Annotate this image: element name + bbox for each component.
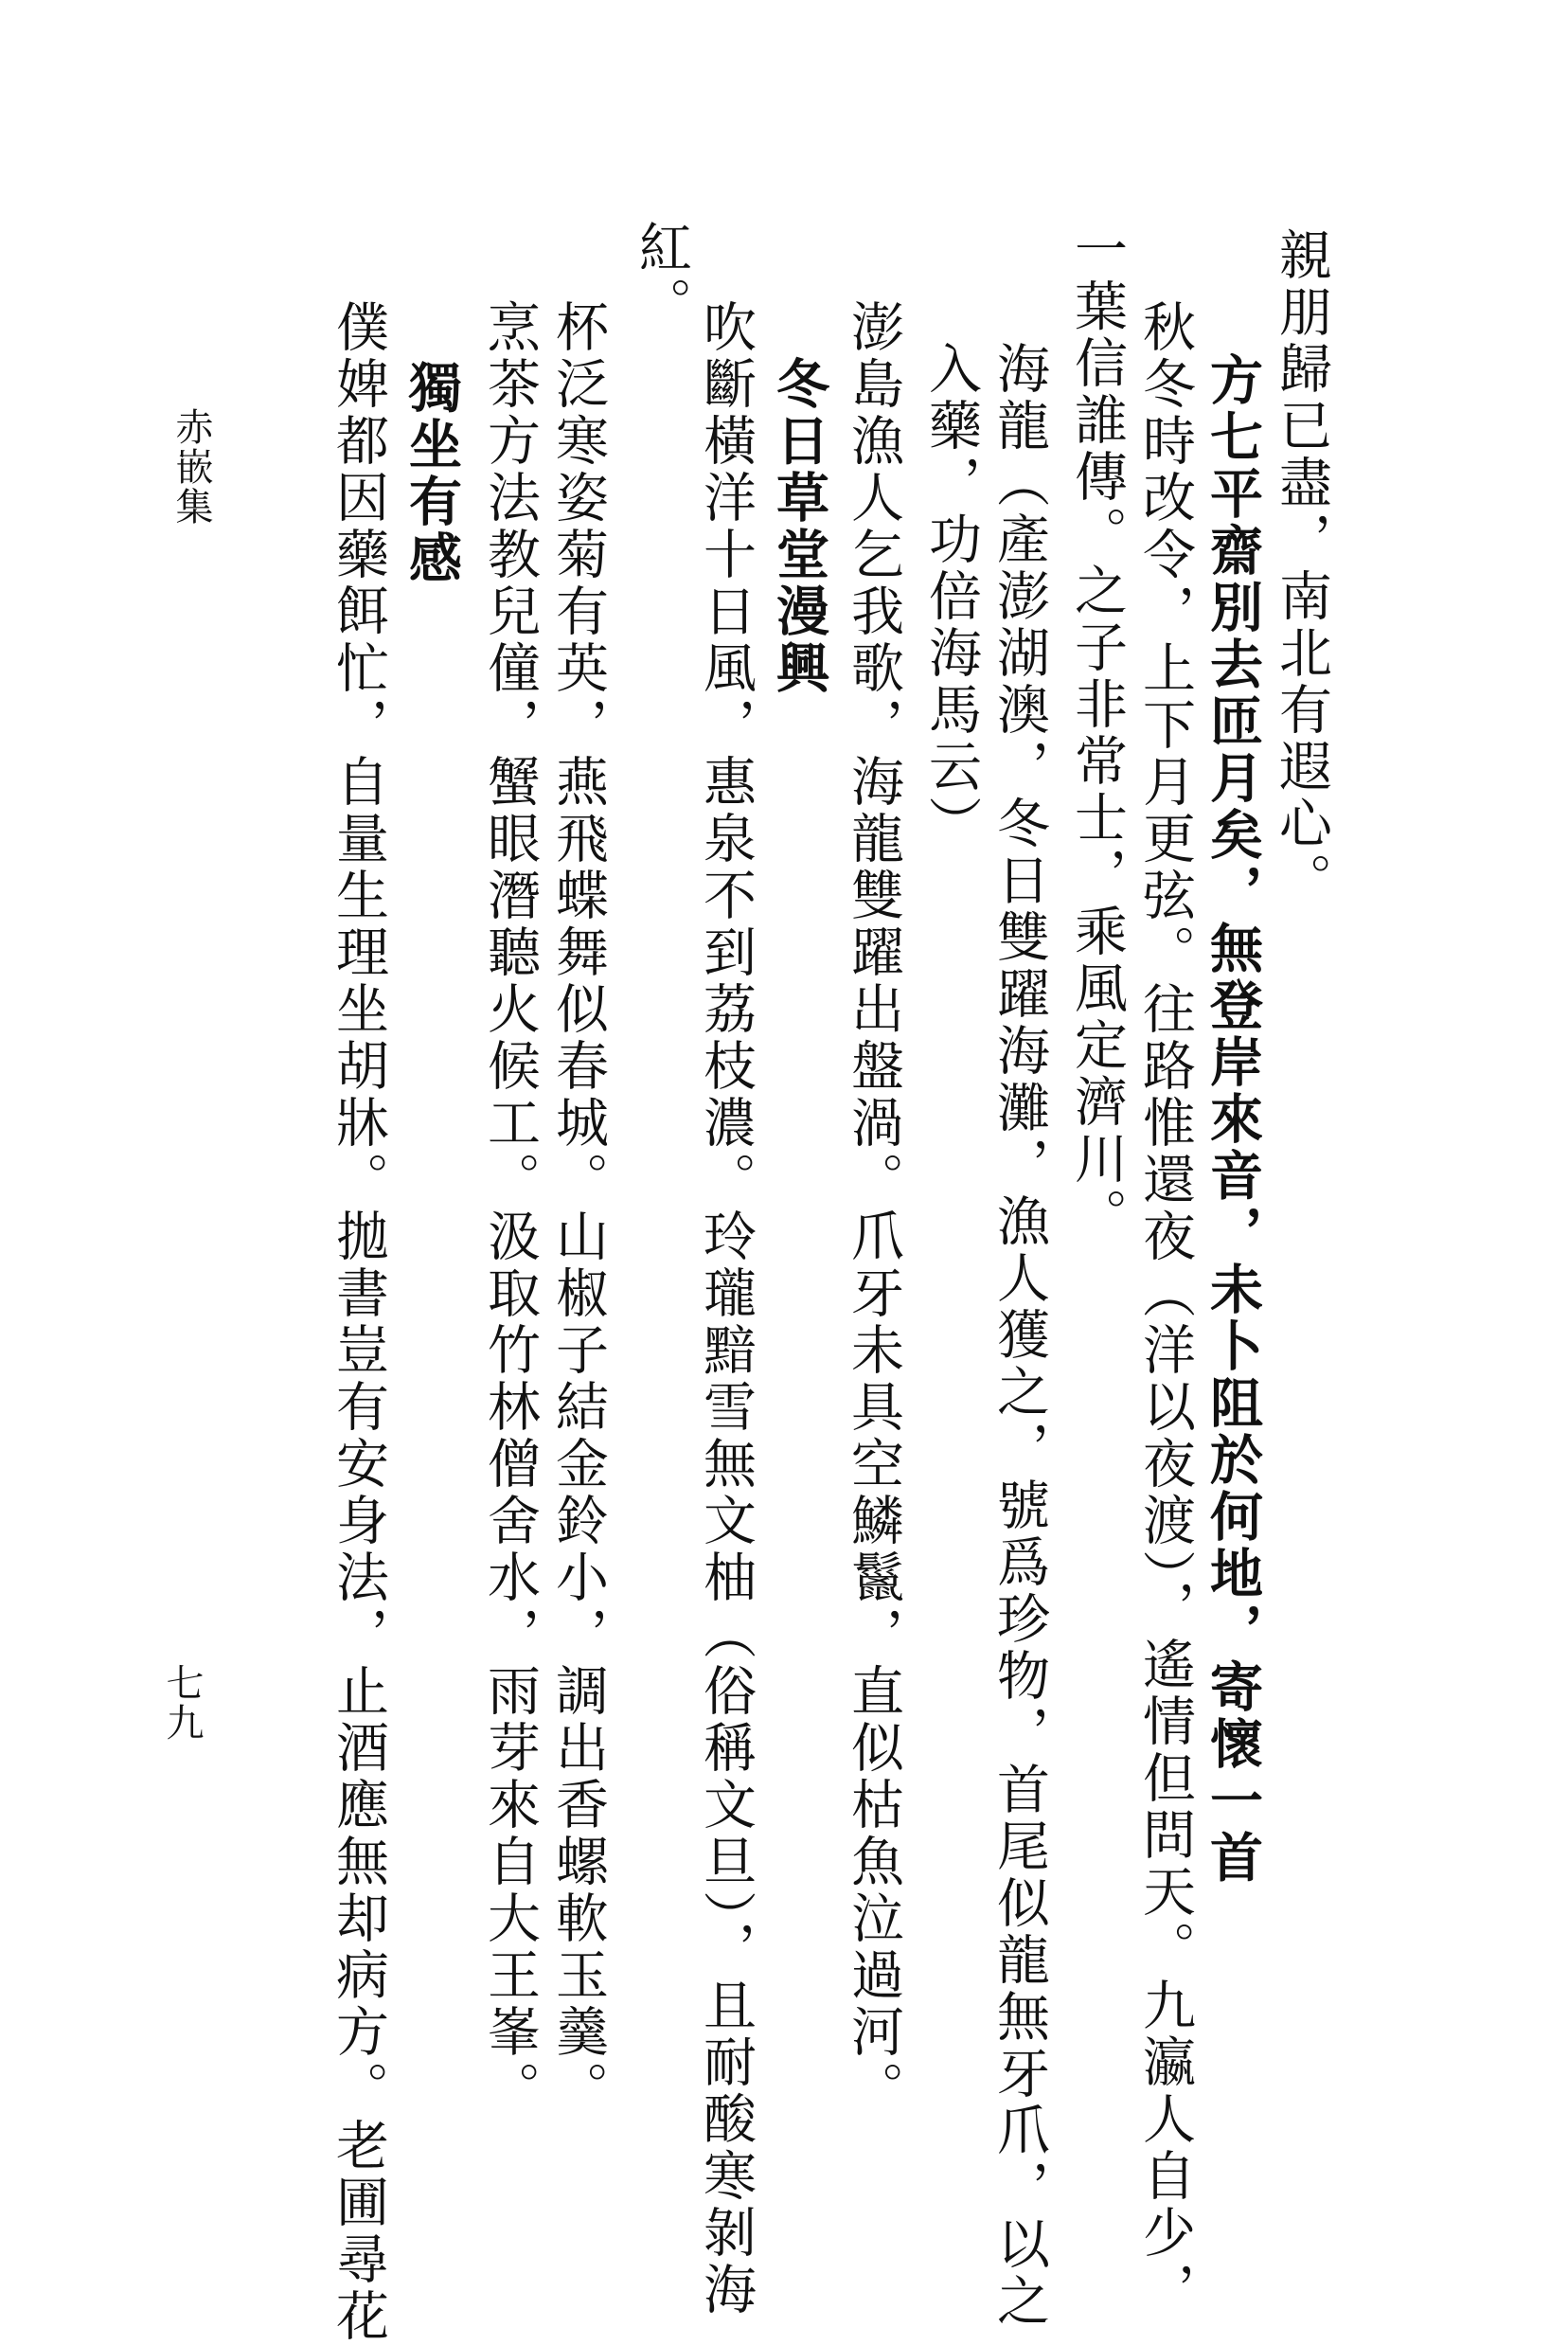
text-column-4: 一葉信誰傳。之子非常士，乘風定濟川。 xyxy=(1066,222,1128,1244)
page-number: 七九 xyxy=(160,1663,204,1743)
poem-title-duzuo-yougan: 獨坐有感 xyxy=(401,360,463,587)
text-column-12: 烹茶方法教兒僮，蟹眼潛聽火候工。汲取竹林僧舍水，雨芽來自大王峯。 xyxy=(479,299,541,2118)
text-column-9: 吹斷橫洋十日風，惠泉不到荔枝濃。玲瓏黯雪無文柚（俗稱文旦），且耐酸寒剝海 xyxy=(695,299,757,2318)
text-column-10: 紅。 xyxy=(631,220,692,333)
text-column-3: 秋冬時改令，上下月更弦。往路惟還夜（洋以夜渡），遙情但問天。九瀛人自少， xyxy=(1134,299,1196,2318)
text-column-11: 杯泛寒姿菊有英，燕飛蝶舞似春城。山椒子結金鈴小，調出香螺軟玉羹。 xyxy=(547,299,609,2118)
book-title-running-head: 赤嵌集 xyxy=(169,407,213,527)
text-column-7: 澎島漁人乞我歌，海龍雙躍出盤渦。爪牙未具空鱗鬣，直似枯魚泣過河。 xyxy=(843,299,904,2118)
poem-title-dongri-caotang: 冬日草堂漫興 xyxy=(768,356,830,697)
text-column-1: 親朋歸已盡，南北有遐心。 xyxy=(1271,227,1332,909)
text-column-6: 入藥，功倍海馬云） xyxy=(920,341,982,852)
text-column-14: 僕婢都因藥餌忙，自量生理坐胡牀。拋書豈有安身法，止酒應無却病方。老圃尋花 xyxy=(328,299,389,2345)
poem-title-fang-qiping: 方七平齋別去匝月矣，無登岸來音，未卜阻於何地，寄懷一首 xyxy=(1202,352,1264,1887)
text-column-5-hailong-note: 海龍（產澎湖澳，冬日雙躍海灘，漁人獲之，號爲珍物，首尾似龍無牙爪，以之 xyxy=(989,341,1050,2330)
